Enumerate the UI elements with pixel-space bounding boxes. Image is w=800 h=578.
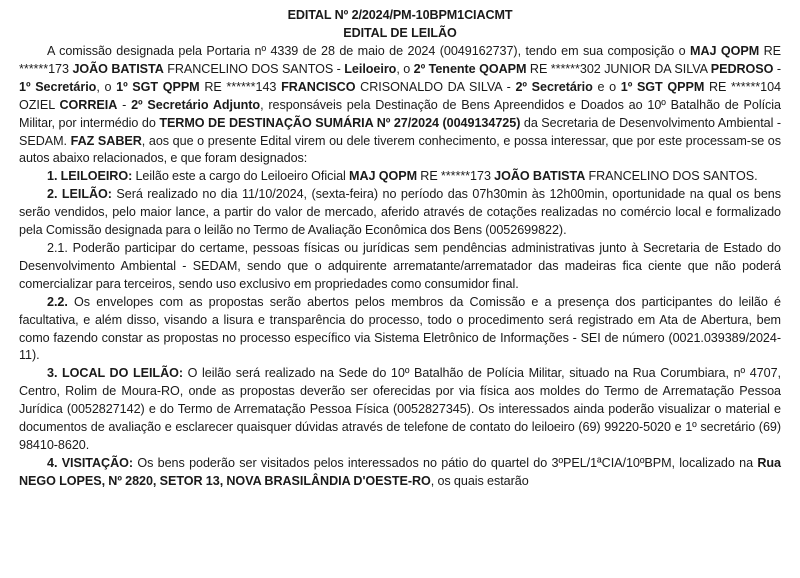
intro-name-francisco: FRANCISCO <box>281 79 356 94</box>
intro-text-1: A comissão designada pela Portaria nº 4339 de 28 de maio de 2024 (0049162737), tendo em sua composição o <box>47 44 691 58</box>
item-2-text: Será realizado no dia 11/10/2024, (sexta-feira) no período das 07h30min às 12h00min, oportunidade na qual os bens serão vendidos, pelo maior lance, a partir do valor de mercado, aferido através de cotações realizadas no comércio local e formalizado pela Comissão designada para o leilão no Termo de Avaliação Econômica dos Bens (0052699822). <box>19 187 781 238</box>
item-1-text-b: RE ******173 <box>417 169 495 184</box>
item-1-name-joao-batista: JOÃO BATISTA <box>494 169 586 184</box>
page-title: EDITAL Nº 2/2024/PM-10BPM1CIACMT <box>287 8 513 22</box>
intro-text-10: e o <box>592 79 621 94</box>
paragraph-item-2-2 <box>19 294 781 366</box>
intro-rank-tenente: 2º Tenente QOAPM <box>413 61 527 76</box>
intro-rank-sgt-qppm-1: 1º SGT QPPM <box>116 79 200 94</box>
intro-text-3: FRANCELINO DOS SANTOS - <box>163 61 345 76</box>
item-2-number: 2. LEILÃO: <box>47 187 112 202</box>
intro-role-leiloeiro: Leiloeiro <box>344 61 397 76</box>
intro-text-6: - <box>773 61 781 76</box>
intro-text-5: RE ******302 JUNIOR DA SILVA <box>526 61 711 76</box>
item-4-text-a: Os bens poderão ser visitados pelos interessados no pátio do quartel do 3ºPEL/1ªCIA/10ºBPM, localizado na <box>133 455 758 470</box>
item-2-2-text: Os envelopes com as propostas serão abertos pelos membros da Comissão e a presença dos participantes do leilão é facultativa, e além disso, visando a lisura e transparência do processo, todo o procedimento será registrado em Ata de Abertura, bem como fazendo constar as propostas no processo específico via Sistema Eletrônico de Informações - SEI de número (0021.039389/2024-11). <box>19 294 781 363</box>
paragraph-intro <box>19 43 781 168</box>
intro-text-12: - <box>117 97 132 112</box>
intro-text-9: CRISONALDO DA SILVA - <box>355 79 516 94</box>
item-2-1-text: 2.1. Poderão participar do certame, pessoas físicas ou jurídicas sem pendências administrativas junto à Secretaria de Estado do Desenvolvimento Ambiental - SEDAM, sendo que o adquirente arrematante/arrematador das madeiras fica ciente que não poderá comercializar para terceiros, sendo uso exclusivo em propriedades como consumidor final. <box>19 240 781 291</box>
intro-name-joao-batista: JOÃO BATISTA <box>72 61 164 76</box>
item-3-number: 3. LOCAL DO LEILÃO: <box>47 366 184 381</box>
intro-role-primeiro-secretario: 1º Secretário <box>19 79 97 94</box>
intro-termo-destinacao: TERMO DE DESTINAÇÃO SUMÁRIA Nº 27/2024 (0049134725) <box>159 115 521 130</box>
item-4-text-b: , os quais estarão <box>430 473 529 488</box>
paragraph-item-3-local <box>19 365 781 455</box>
intro-role-segundo-secretario-adjunto: 2º Secretário Adjunto <box>131 97 261 112</box>
item-4-address: Rua NEGO LOPES, Nº 2820, SETOR 13, NOVA BRASILÂNDIA D'OESTE-RO <box>19 455 781 488</box>
intro-maj-qopm: MAJ QOPM <box>690 44 760 58</box>
paragraph-item-2-leilao <box>19 186 781 240</box>
item-2-2-number: 2.2. <box>47 294 68 309</box>
intro-faz-saber: FAZ SABER <box>70 133 142 148</box>
intro-text-14: da Secretaria de Desenvolvimento Ambiental - SEDAM. <box>19 115 782 148</box>
page-subtitle: EDITAL DE LEILÃO <box>343 26 457 40</box>
intro-name-pedroso: PEDROSO <box>710 61 774 76</box>
item-1-maj-qopm: MAJ QOPM <box>349 169 418 184</box>
intro-text-8: RE ******143 <box>199 79 282 94</box>
intro-text-2: RE ******173 <box>19 44 781 76</box>
intro-text-11: RE ******104 OZIEL <box>19 79 782 112</box>
item-3-text: O leilão será realizado na Sede do 10º Batalhão de Polícia Militar, situado na Rua Corumbiara, nº 4707, Centro, Rolim de Moura-RO, onde as propostas deverão ser oferecidas por via física aos moldes do Termo de Arrematação Pessoa Jurídica (0052827142) e do Termo de Arrematação Pessoa Física (0052827345). Os interessados ainda poderão visualizar o material e documentos de avaliação e esclarecer quaisquer dúvidas através de telefone de contato do leiloeiro (69) 99220-5020 e 1º secretário (69) 98410-8620. <box>19 366 781 452</box>
intro-rank-sgt-qppm-2: 1º SGT QPPM <box>620 79 705 94</box>
intro-text-15: , aos que o presente Edital virem ou dele tiverem conhecimento, e possa interessar, que por este processam-se os autos abaixo relacionados, e que foram designados: <box>19 133 782 166</box>
item-1-text-a: Leilão este a cargo do Leiloeiro Oficial <box>132 169 350 184</box>
intro-name-correia: CORREIA <box>59 97 118 112</box>
paragraph-item-4-visitacao <box>19 455 781 491</box>
intro-text-13: , responsáveis pela Destinação de Bens Apreendidos e Doados ao 10º Batalhão de Polícia Militar, por intermédio do <box>19 97 781 130</box>
paragraph-item-2-1 <box>19 240 781 294</box>
paragraph-item-1-leiloeiro <box>19 168 781 186</box>
intro-role-segundo-secretario: 2º Secretário <box>515 79 593 94</box>
item-1-text-c: FRANCELINO DOS SANTOS. <box>585 169 758 184</box>
intro-text-7: , o <box>96 79 117 94</box>
item-1-number: 1. LEILOEIRO: <box>47 169 133 184</box>
item-4-number: 4. VISITAÇÃO: <box>47 455 134 470</box>
intro-text-4: , o <box>396 61 414 76</box>
